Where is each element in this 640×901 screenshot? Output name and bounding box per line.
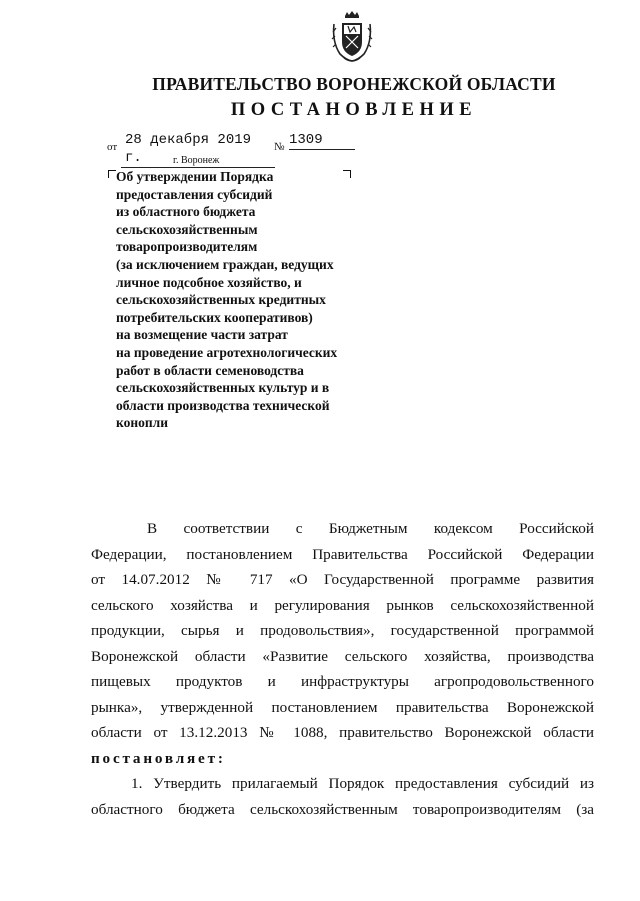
body-line: рынка», утвержденной постановлением правительства Воронежской xyxy=(91,698,594,716)
subject-line: сельскохозяйственным xyxy=(116,221,258,237)
date-prefix-label: от xyxy=(107,141,118,153)
item-line: 1. Утвердить прилагаемый Порядок предоставления субсидий из xyxy=(131,775,594,792)
city-label: г. Воронеж xyxy=(173,155,220,166)
subject-line: сельскохозяйственных кредитных xyxy=(116,292,326,308)
subject-line: конопли xyxy=(116,415,169,431)
subject-line: Об утверждении Порядка xyxy=(116,169,274,184)
subject-line: на проведение агротехнологических xyxy=(116,344,338,360)
body-line: Федерации, постановлением Правительства Российской Федерации xyxy=(91,545,594,563)
subject-line: из областного бюджета xyxy=(116,204,256,220)
government-title: ПРАВИТЕЛЬСТВО ВОРОНЕЖСКОЙ ОБЛАСТИ xyxy=(152,74,556,94)
document-subject xyxy=(116,168,376,432)
document-type-heading: ПОСТАНОВЛЕНИЕ xyxy=(230,100,478,120)
body-line: от 14.07.2012 № 717 «О Государственной программе развития xyxy=(91,571,594,588)
body-line: пищевых продуктов и инфраструктуры агропродовольственного xyxy=(91,673,594,690)
body-line: продукции, сырья и продовольствия», государственной программой xyxy=(91,622,594,639)
resolves-heading: постановляет: xyxy=(91,749,226,767)
subject-line: работ в области семеноводства xyxy=(116,362,304,378)
document-number: 1309 xyxy=(289,131,355,150)
subject-line: личное подсобное хозяйство, и xyxy=(116,274,302,290)
subject-line: сельскохозяйственных культур и в xyxy=(116,380,330,396)
subject-line: предоставления субсидий xyxy=(116,186,273,202)
document-body xyxy=(91,516,594,822)
subject-line: потребительских кооперативов) xyxy=(116,309,313,325)
subject-line: (за исключением граждан, ведущих xyxy=(116,256,334,272)
document-date: 28 декабря 2019 г. xyxy=(121,131,275,168)
subject-bracket-left xyxy=(108,170,116,178)
item-line: областного бюджета сельскохозяйственным товаропроизводителям (за xyxy=(91,800,594,818)
subject-line: товаропроизводителям xyxy=(116,239,258,255)
body-line: сельского хозяйства и регулирования рынков сельскохозяйственной xyxy=(91,596,594,614)
body-line: Воронежской области «Развитие сельского хозяйства, производства xyxy=(91,647,594,665)
body-line: области от 13.12.2013 № 1088, правительство Воронежской области xyxy=(91,724,594,741)
subject-line: области производства технической xyxy=(116,397,330,413)
subject-line: на возмещение части затрат xyxy=(116,327,288,343)
coat-of-arms-icon xyxy=(330,10,374,64)
body-line: В соответствии с Бюджетным кодексом Российской xyxy=(147,520,594,537)
number-sign-label: № xyxy=(274,141,285,153)
